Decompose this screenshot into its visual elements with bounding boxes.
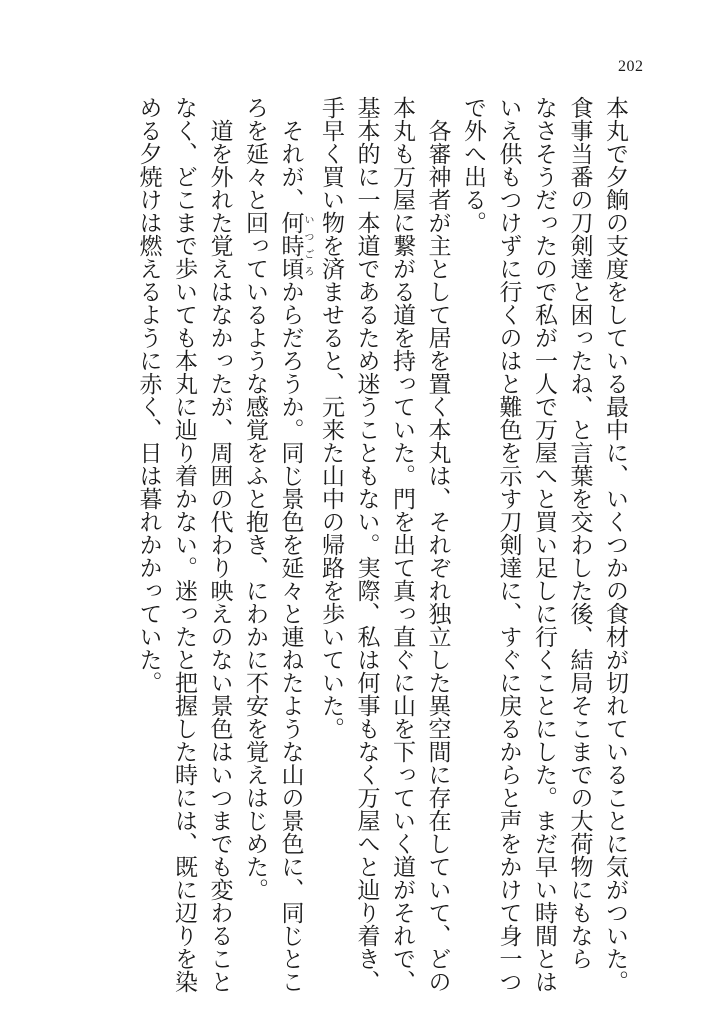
text-line-2: 食事当番の刀剣達と困ったね、と言葉を交わした後、結局そこまでの大荷物にもなら	[566, 96, 593, 970]
ruby-annotation	[277, 211, 313, 280]
text-line-4: いえ供もつけずに行くのはと難色を示す刀剣達に、すぐに戻るからと声をかけて身一つ	[495, 96, 522, 993]
text-line-9: 手早く買い物を済ませると、元来た山中の帰路を歩いていた。	[318, 96, 344, 740]
text-line-6: 各審神者が主として居を置く本丸は、それぞれ独立した異空間に存在していて、どの	[424, 96, 451, 993]
text-line-5: で外へ出る。	[460, 96, 486, 234]
ruby-base: 何時頃	[277, 211, 304, 280]
page-number: 202	[618, 58, 644, 75]
text-line-12: 道を外れた覚えはなかったが、周囲の代わり映えのない景色はいつまでも変わること	[206, 96, 233, 993]
text-line-14: める夕焼けは燃えるように赤く、日は暮れかかっていた。	[135, 96, 162, 694]
body-text	[130, 96, 632, 993]
text-line-10	[272, 96, 313, 993]
text-line-8: 基本的に一本道であるため迷うこともない。実際、私は何事もなく万屋へと辿り着き、	[353, 96, 380, 993]
text-line-3: なさそうだったので私が一人で万屋へと買い足しに行くことにした。まだ早い時間とは	[531, 96, 557, 993]
text-line-10-start: それが、	[277, 96, 304, 211]
text-line-10-end: からだろうか。同じ景色を延々と連ねたような山の景色に、同じとこ	[277, 280, 304, 993]
text-line-13: なく、どこまで歩いても本丸に辿り着かない。迷ったと把握した時には、既に辺りを染	[171, 96, 197, 993]
ruby-reading: いつごろ	[302, 211, 313, 280]
text-line-1: 本丸で夕餉の支度をしている最中に、いくつかの食材が切れていることに気がついた。	[602, 96, 628, 993]
text-line-11: ろを延々と回っているような感覚をふと抱き、にわかに不安を覚えはじめた。	[242, 96, 268, 901]
text-line-7: 本丸も万屋に繋がる道を持っていた。門を出て真っ直ぐに山を下っていく道がそれで、	[389, 96, 415, 993]
